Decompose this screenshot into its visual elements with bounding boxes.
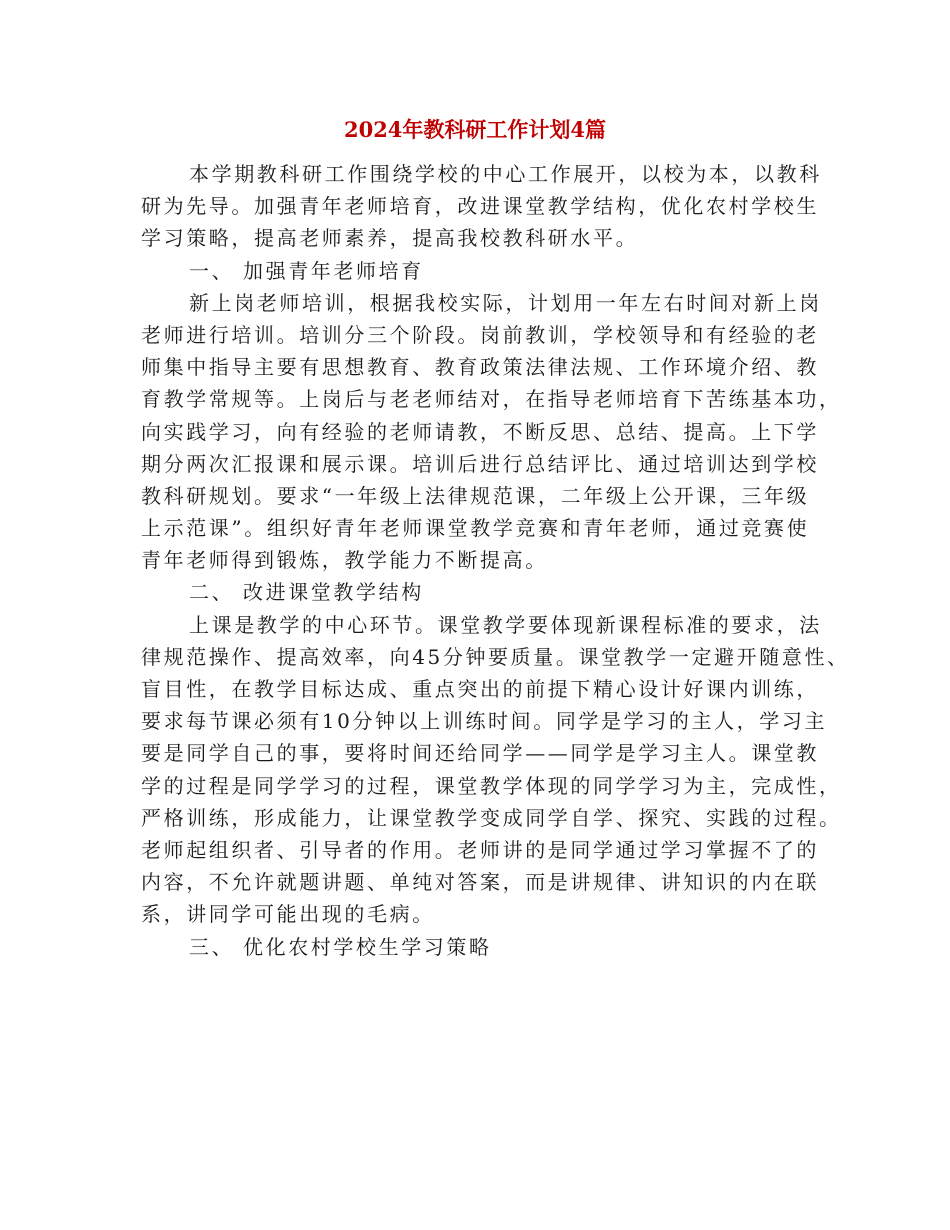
paragraph-line: 期分两次汇报课和展示课。培训后进行总结评比、通过培训达到学校	[141, 451, 819, 476]
paragraph-line: 学的过程是同学学习的过程，课堂教学体现的同学学习为主，完成性，	[141, 773, 842, 798]
paragraph-line: 律规范操作、提高效率，向45分钟要质量。课堂教学一定避开随意性、	[141, 644, 850, 669]
section-heading-text: 改进课堂教学结构	[243, 580, 424, 605]
section-number: 二、	[189, 580, 235, 605]
paragraph-line: 内容，不允许就题讲题、单纯对答案，而是讲规律、讲知识的内在联	[141, 870, 819, 895]
document-body	[141, 158, 850, 963]
paragraph-line: 青年老师得到锻炼，教学能力不断提高。	[141, 548, 548, 573]
paragraph-line: 老师起组织者、引导者的作用。老师讲的是同学通过学习掌握不了的	[141, 837, 819, 862]
section-heading-text: 优化农村学校生学习策略	[243, 934, 492, 959]
document-title: 2024年教科研工作计划4篇	[343, 117, 607, 142]
paragraph-line: 老师进行培训。培训分三个阶段。岗前教训，学校领导和有经验的老	[141, 322, 819, 347]
paragraph-line: 研为先导。加强青年老师培育，改进课堂教学结构，优化农村学校生	[141, 194, 819, 219]
paragraph-line: 系，讲同学可能出现的毛病。	[141, 902, 435, 927]
section-number: 一、	[189, 258, 235, 283]
paragraph-line: 本学期教科研工作围绕学校的中心工作展开，以校为本，以教科	[189, 162, 822, 186]
paragraph-line: 上示范课”。组织好青年老师课堂教学竞赛和青年老师，通过竞赛使	[141, 516, 810, 541]
section-heading	[141, 931, 821, 963]
paragraph-line: 要是同学自己的事，要将时间还给同学——同学是学习主人。课堂教	[141, 741, 819, 766]
paragraph-line: 盲目性，在教学目标达成、重点突出的前提下精心设计好课内训练，	[141, 677, 819, 701]
paragraph-line: 新上岗老师培训，根据我校实际，计划用一年左右时间对新上岗	[189, 290, 822, 315]
section-number: 三、	[189, 934, 235, 959]
paragraph-line: 育教学常规等。上岗后与老老师结对，在指导老师培育下苦练基本功，	[141, 387, 842, 412]
paragraph-line: 严格训练，形成能力，让课堂教学变成同学自学、探究、实践的过程。	[141, 805, 842, 830]
paragraph-line: 向实践学习，向有经验的老师请教，不断反思、总结、提高。上下学	[141, 419, 819, 444]
section-heading-text: 加强青年老师培育	[243, 258, 424, 283]
paragraph-line: 要求每节课必须有10分钟以上训练时间。同学是学习的主人，学习主	[141, 709, 828, 734]
paragraph-line: 学习策略，提高老师素养，提高我校教科研水平。	[141, 226, 639, 251]
paragraph-line: 师集中指导主要有思想教育、教育政策法律法规、工作环境介绍、教	[141, 355, 819, 380]
paragraph-line: 教科研规划。要求“一年级上法律规范课，二年级上公开课，三年级	[141, 483, 810, 508]
section-heading	[141, 576, 821, 608]
section-heading	[141, 255, 821, 287]
paragraph-line: 上课是教学的中心环节。课堂教学要体现新课程标准的要求，法	[189, 612, 822, 637]
